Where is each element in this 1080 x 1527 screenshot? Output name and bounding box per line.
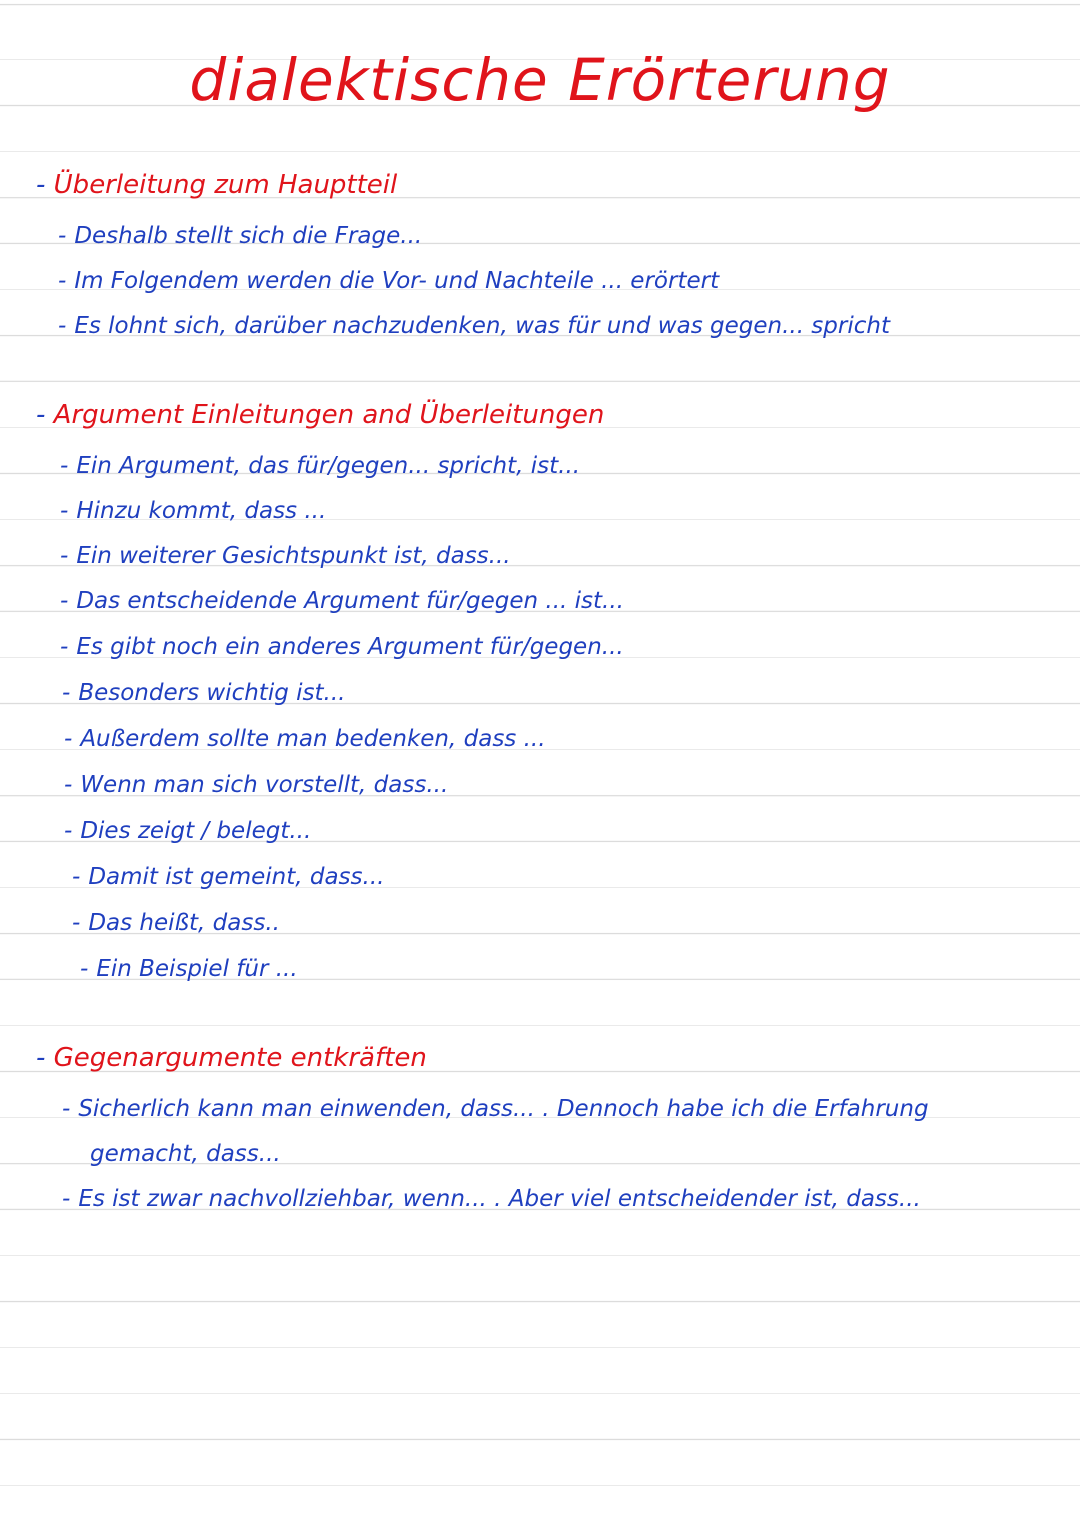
bullet-dash: - — [64, 772, 73, 798]
bullet-dash: - — [80, 956, 89, 982]
list-item — [60, 453, 580, 479]
list-item — [62, 680, 345, 706]
list-item-text: Ein Beispiel für ... — [96, 956, 298, 982]
list-item-text: gemacht, dass... — [90, 1141, 281, 1167]
list-item — [72, 910, 280, 936]
section-heading-transition — [36, 170, 397, 200]
section-heading-label: Überleitung zum Hauptteil — [53, 170, 398, 200]
list-item-text: Sicherlich kann man einwenden, dass... . Dennoch habe ich die Erfahrung — [78, 1096, 929, 1122]
list-item — [60, 588, 624, 614]
list-item — [58, 268, 719, 294]
list-item — [60, 498, 326, 524]
list-item-text: Es gibt noch ein anderes Argument für/gegen... — [76, 634, 624, 660]
section-heading-label: Argument Einleitungen and Überleitungen — [53, 400, 605, 430]
list-item-text: Deshalb stellt sich die Frage... — [74, 223, 423, 249]
list-item-text: Damit ist gemeint, dass... — [88, 864, 385, 890]
bullet-dash: - — [36, 400, 46, 430]
list-item — [64, 818, 311, 844]
bullet-dash: - — [60, 543, 69, 569]
list-item-text: Ein Argument, das für/gegen... spricht, ist... — [76, 453, 581, 479]
list-item-text: Dies zeigt / belegt... — [80, 818, 312, 844]
bullet-dash: - — [58, 313, 67, 339]
section-heading-counterarguments — [36, 1043, 427, 1073]
list-item-text: Im Folgendem werden die Vor- und Nachteile ... erörtert — [74, 268, 720, 294]
list-item — [60, 634, 624, 660]
list-item-text: Besonders wichtig ist... — [78, 680, 346, 706]
bullet-dash: - — [36, 170, 46, 200]
list-item — [58, 313, 890, 339]
section-heading-arguments — [36, 400, 604, 430]
list-item-text: Das entscheidende Argument für/gegen ... ist... — [76, 588, 624, 614]
list-item — [62, 1096, 929, 1122]
bullet-dash: - — [58, 223, 67, 249]
list-item-text: Wenn man sich vorstellt, dass... — [80, 772, 449, 798]
bullet-dash: - — [58, 268, 67, 294]
bullet-dash: - — [62, 1096, 71, 1122]
list-item-text: Außerdem sollte man bedenken, dass ... — [80, 726, 546, 752]
list-item-text: Es lohnt sich, darüber nachzudenken, was für und was gegen... spricht — [74, 313, 890, 339]
bullet-dash: - — [72, 864, 81, 890]
list-item — [58, 223, 422, 249]
list-item-text: Es ist zwar nachvollziehbar, wenn... . Aber viel entscheidender ist, dass... — [78, 1186, 921, 1212]
bullet-dash: - — [60, 453, 69, 479]
list-item-continuation — [90, 1141, 281, 1167]
list-item-text: Ein weiterer Gesichtspunkt ist, dass... — [76, 543, 511, 569]
section-heading-label: Gegenargumente entkräften — [53, 1043, 427, 1073]
bullet-dash: - — [60, 588, 69, 614]
bullet-dash: - — [60, 634, 69, 660]
list-item — [80, 956, 298, 982]
bullet-dash: - — [62, 1186, 71, 1212]
list-item — [64, 772, 448, 798]
bullet-dash: - — [64, 726, 73, 752]
list-item — [64, 726, 546, 752]
list-item — [60, 543, 511, 569]
bullet-dash: - — [62, 680, 71, 706]
list-item-text: Das heißt, dass.. — [88, 910, 280, 936]
list-item — [62, 1186, 921, 1212]
bullet-dash: - — [36, 1043, 46, 1073]
bullet-dash: - — [64, 818, 73, 844]
page-title: dialektische Erörterung — [189, 46, 891, 114]
bullet-dash: - — [72, 910, 81, 936]
list-item — [72, 864, 384, 890]
list-item-text: Hinzu kommt, dass ... — [76, 498, 327, 524]
bullet-dash: - — [60, 498, 69, 524]
